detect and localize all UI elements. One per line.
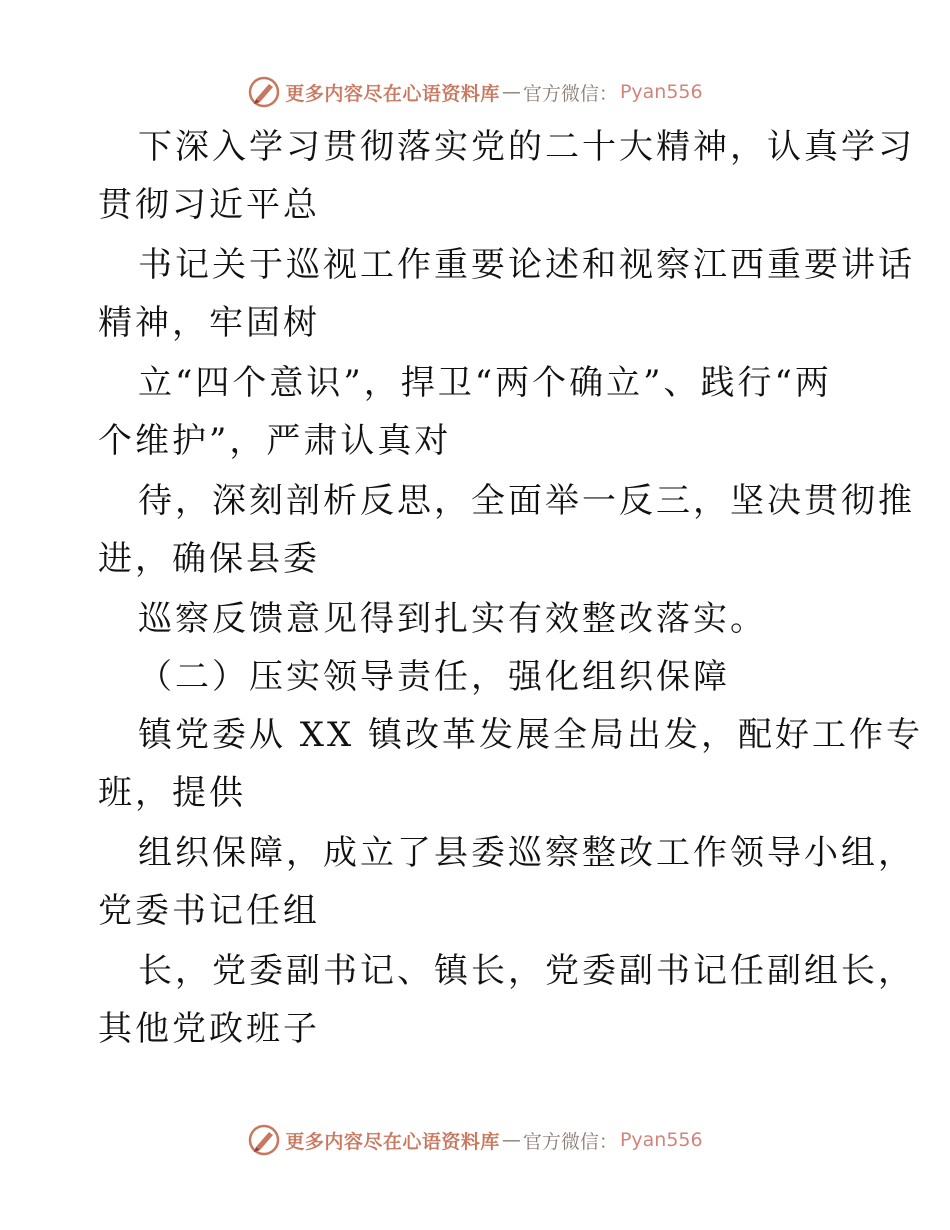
watermark-main-text: 更多内容尽在心语资料库 xyxy=(285,82,500,105)
text-line: 贯彻习近平总 xyxy=(98,185,320,225)
text-line: 个维护”，严肃认真对 xyxy=(98,421,452,461)
header-watermark xyxy=(0,72,950,112)
text-line: 立“四个意识”，捍卫“两个确立”、践行“两 xyxy=(138,363,832,403)
text-line: 书记关于巡视工作重要论述和视察江西重要讲话 xyxy=(138,245,915,285)
watermark-label: 官方微信： xyxy=(522,82,618,105)
pen-logo-icon xyxy=(247,1123,281,1157)
footer-watermark xyxy=(0,1120,950,1160)
text-line: 长，党委副书记、镇长，党委副书记任副组长， xyxy=(138,951,915,991)
pen-logo-icon xyxy=(247,75,281,109)
watermark-id: Pyan556 xyxy=(619,81,703,103)
watermark-dash: — xyxy=(501,81,521,103)
text-line: 进，确保县委 xyxy=(98,539,320,579)
section-heading: （二）压实领导责任，强化组织保障 xyxy=(138,657,730,697)
watermark-id: Pyan556 xyxy=(619,1129,703,1151)
text-line: 巡察反馈意见得到扎实有效整改落实。 xyxy=(138,599,767,639)
text-line: 待，深刻剖析反思，全面举一反三，坚决贯彻推 xyxy=(138,481,915,521)
watermark-label: 官方微信： xyxy=(522,1130,618,1153)
text-line: 组织保障，成立了县委巡察整改工作领导小组， xyxy=(138,833,915,873)
text-line: 班，提供 xyxy=(98,773,246,813)
text-line: 党委书记任组 xyxy=(98,891,320,931)
watermark-dash: — xyxy=(501,1129,521,1151)
text-line: 镇党委从 XX 镇改革发展全局出发，配好工作专 xyxy=(138,715,924,755)
text-line: 其他党政班子 xyxy=(98,1009,320,1049)
watermark-main-text: 更多内容尽在心语资料库 xyxy=(285,1130,500,1153)
text-line: 精神，牢固树 xyxy=(98,303,320,343)
text-line: 下深入学习贯彻落实党的二十大精神，认真学习 xyxy=(138,127,915,167)
